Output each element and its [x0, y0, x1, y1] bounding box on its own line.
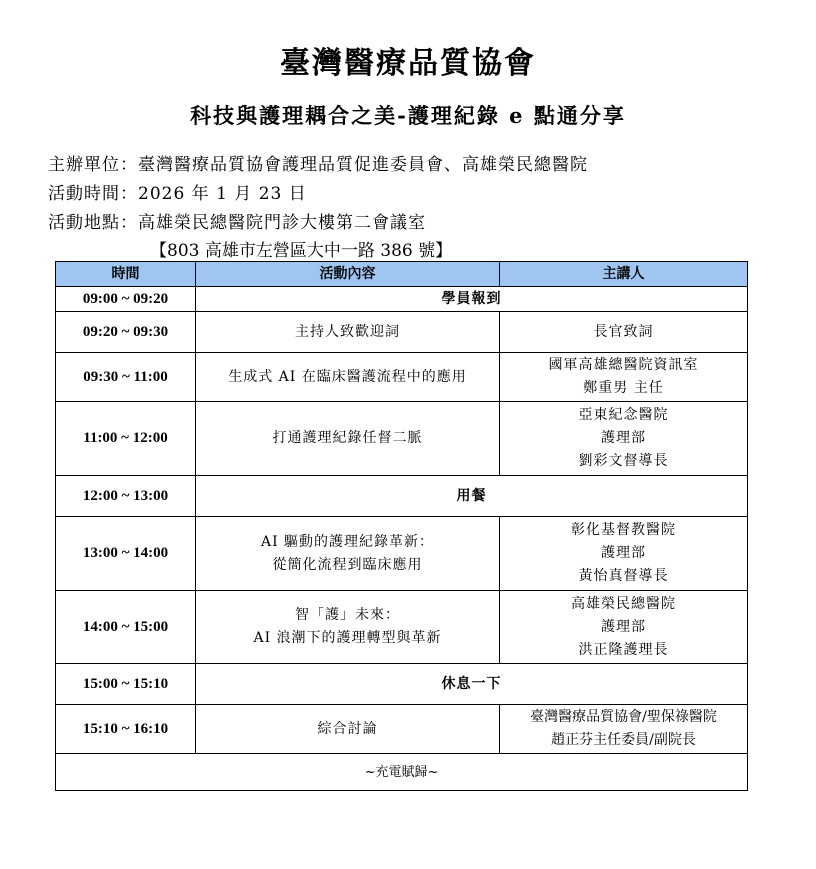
- speaker-line: 洪正隆護理長: [578, 641, 669, 658]
- row-speaker: [500, 591, 748, 664]
- content-line: AI 驅動的護理紀錄革新：: [260, 533, 435, 550]
- speaker-line: 亞東紀念醫院: [578, 407, 669, 423]
- content-line: AI 浪潮下的護理轉型與革新: [253, 630, 442, 646]
- speaker-line: 劉彩文督導長: [578, 453, 669, 469]
- speaker-line: 護理部: [601, 430, 646, 446]
- speaker-line: 臺灣醫療品質協會/聖保祿醫院: [530, 709, 717, 725]
- table-row: [56, 476, 748, 517]
- row-content: [196, 517, 500, 591]
- row-speaker: [500, 353, 748, 402]
- agenda-table: [55, 261, 748, 791]
- speaker-line: 黃怡真督導長: [578, 568, 669, 584]
- date-value: 2026 年 1 月 23 日: [138, 184, 307, 204]
- content-line: 打通護理紀錄任督二脈: [272, 430, 423, 446]
- row-time: 14:00 ~ 15:00: [56, 591, 196, 664]
- content-line: 從簡化流程到臨床應用: [272, 556, 423, 573]
- content-line: 生成式 AI 在臨床醫護流程中的應用: [228, 368, 467, 385]
- agenda-header-row: [56, 262, 748, 287]
- content-line: 主持人致歡迎詞: [295, 323, 400, 340]
- row-speaker: [500, 402, 748, 476]
- organizer-label: 主辦單位：: [48, 155, 138, 175]
- venue-label: 活動地點：: [48, 213, 138, 233]
- speaker-line: 國軍高雄總醫院資訊室: [548, 357, 699, 373]
- organizer-value: 臺灣醫療品質協會護理品質促進委員會、高雄榮民總醫院: [138, 155, 588, 175]
- closing-text: ~充電賦歸~: [56, 754, 748, 791]
- table-row: [56, 312, 748, 353]
- speaker-line: 彰化基督教醫院: [571, 522, 676, 538]
- header-content: 活動內容: [196, 262, 500, 287]
- venue-address: 【803 高雄市左營區大中一路 386 號】: [150, 241, 453, 261]
- content-line: 智「護」未來：: [295, 607, 400, 623]
- row-time: 12:00 ~ 13:00: [56, 476, 196, 517]
- table-row: [56, 287, 748, 312]
- row-time: 09:30 ~ 11:00: [56, 353, 196, 402]
- row-content: [196, 353, 500, 402]
- row-content: [196, 402, 500, 476]
- closing-row: [56, 754, 748, 791]
- row-content: [196, 705, 500, 754]
- table-row: [56, 705, 748, 754]
- row-merged-activity: 休息一下: [196, 664, 748, 705]
- row-time: 09:20 ~ 09:30: [56, 312, 196, 353]
- table-row: [56, 402, 748, 476]
- row-merged-activity: 學員報到: [196, 287, 748, 312]
- content-line: 綜合討論: [317, 720, 378, 737]
- row-time: 11:00 ~ 12:00: [56, 402, 196, 476]
- row-speaker: [500, 705, 748, 754]
- venue-line: [48, 208, 426, 233]
- speaker-line: 護理部: [601, 545, 646, 561]
- organization-title: 臺灣醫療品質協會: [280, 46, 536, 81]
- header-speaker: 主講人: [500, 262, 748, 287]
- header-time: 時間: [56, 262, 196, 287]
- row-speaker: [500, 312, 748, 353]
- speaker-line: 護理部: [601, 618, 646, 635]
- speaker-line: 鄭重男 主任: [583, 380, 664, 396]
- row-content: [196, 312, 500, 353]
- row-time: 15:00 ~ 15:10: [56, 664, 196, 705]
- speaker-line: 趙正芬主任委員/副院長: [551, 732, 696, 748]
- row-content: [196, 591, 500, 664]
- row-time: 13:00 ~ 14:00: [56, 517, 196, 591]
- date-label: 活動時間：: [48, 184, 138, 204]
- row-speaker: [500, 517, 748, 591]
- row-time: 09:00 ~ 09:20: [56, 287, 196, 312]
- organizer-line: [48, 150, 588, 175]
- venue-value: 高雄榮民總醫院門診大樓第二會議室: [138, 213, 426, 233]
- row-merged-activity: 用餐: [196, 476, 748, 517]
- table-row: [56, 517, 748, 591]
- date-line: [48, 179, 307, 204]
- table-row: [56, 664, 748, 705]
- table-row: [56, 591, 748, 664]
- table-row: [56, 353, 748, 402]
- event-title: 科技與護理耦合之美-護理紀錄 e 點通分享: [190, 103, 626, 128]
- speaker-line: 高雄榮民總醫院: [571, 595, 676, 612]
- row-time: 15:10 ~ 16:10: [56, 705, 196, 754]
- speaker-line: 長官致詞: [593, 323, 654, 340]
